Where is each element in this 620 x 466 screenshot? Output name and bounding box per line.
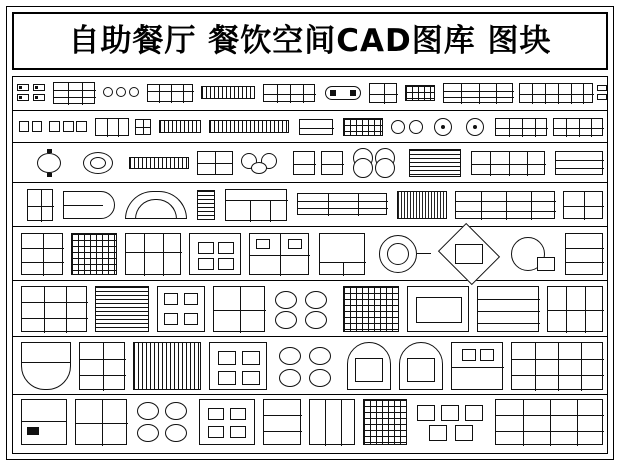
block-group [495, 118, 547, 136]
block-group [135, 119, 151, 135]
block-group [563, 191, 603, 219]
plan-block [209, 342, 267, 390]
plan-block [407, 286, 469, 332]
block-group [455, 191, 555, 219]
row-2-counter-and-seating-blocks [13, 111, 607, 143]
block-group [405, 85, 435, 101]
block-group [49, 119, 87, 135]
block-group [463, 115, 489, 139]
plan-block [213, 286, 265, 332]
block-group [397, 191, 447, 219]
block-group [369, 83, 397, 103]
block-group [299, 119, 333, 135]
plan-block [157, 286, 205, 332]
block-group [409, 149, 461, 177]
block-group [159, 120, 201, 133]
plan-block [21, 233, 63, 275]
plan-block [21, 399, 67, 445]
block-group [209, 120, 289, 133]
plan-block [373, 233, 433, 275]
plan-block [417, 401, 485, 443]
drawing-area [12, 76, 608, 454]
block-group [321, 151, 343, 175]
block-group [471, 151, 545, 175]
block-group [297, 193, 387, 215]
block-group [33, 149, 67, 177]
block-group [147, 84, 193, 102]
block-group [431, 115, 457, 139]
plan-block [21, 286, 87, 332]
row-8-plan-layouts-d [13, 395, 607, 451]
row-7-plan-layouts-c [13, 337, 607, 395]
block-group [555, 151, 603, 175]
block-group [263, 84, 315, 102]
row-5-plan-layouts-a [13, 227, 607, 281]
page-title: 自助餐厅 餐饮空间CAD图库 图块 [68, 22, 552, 59]
block-group [241, 150, 281, 176]
plan-block [309, 399, 355, 445]
block-group [343, 118, 383, 136]
row-3-round-tables-and-buffet-lines [13, 143, 607, 183]
block-group [27, 189, 53, 221]
plan-block [79, 342, 125, 390]
block-group [95, 118, 129, 136]
plan-block [343, 286, 399, 332]
plan-block [273, 287, 335, 331]
block-group [519, 83, 593, 103]
plan-block [565, 233, 603, 275]
plan-block [347, 342, 391, 390]
row-4-curved-bar-and-long-counter [13, 183, 607, 227]
plan-block [189, 233, 241, 275]
plan-block [495, 399, 603, 445]
plan-block [21, 342, 71, 390]
block-group [63, 191, 115, 219]
block-group [353, 148, 397, 178]
block-group [103, 85, 139, 101]
block-group [225, 189, 287, 221]
plan-block [199, 399, 255, 445]
block-group [197, 151, 233, 175]
plan-block [363, 399, 407, 445]
plan-block [249, 233, 309, 275]
plan-block [135, 400, 191, 444]
plan-block [275, 343, 339, 389]
row-6-plan-layouts-b [13, 281, 607, 337]
plan-block [441, 232, 501, 276]
block-group [391, 117, 425, 137]
plan-block [399, 342, 443, 390]
block-group [19, 119, 43, 135]
plan-block [75, 399, 127, 445]
plan-block [477, 286, 539, 332]
block-group [17, 82, 47, 104]
plan-block [133, 342, 201, 390]
block-group [125, 191, 187, 219]
block-group [53, 82, 95, 104]
block-group [197, 190, 215, 220]
plan-block [547, 286, 603, 332]
plan-block [507, 233, 557, 275]
block-group [325, 86, 361, 100]
plan-block [319, 233, 365, 275]
block-group [443, 83, 513, 103]
plan-block [263, 399, 301, 445]
block-group [293, 151, 315, 175]
block-group [77, 149, 119, 177]
plan-block [511, 342, 603, 390]
block-group [201, 86, 255, 99]
block-group [553, 118, 603, 136]
title-block [12, 12, 608, 70]
plan-block [125, 233, 181, 275]
block-group [129, 157, 189, 169]
plan-block [71, 233, 117, 275]
row-1-small-furniture-blocks [13, 77, 607, 111]
plan-block [451, 342, 503, 390]
plan-block [95, 286, 149, 332]
block-group [597, 85, 607, 101]
